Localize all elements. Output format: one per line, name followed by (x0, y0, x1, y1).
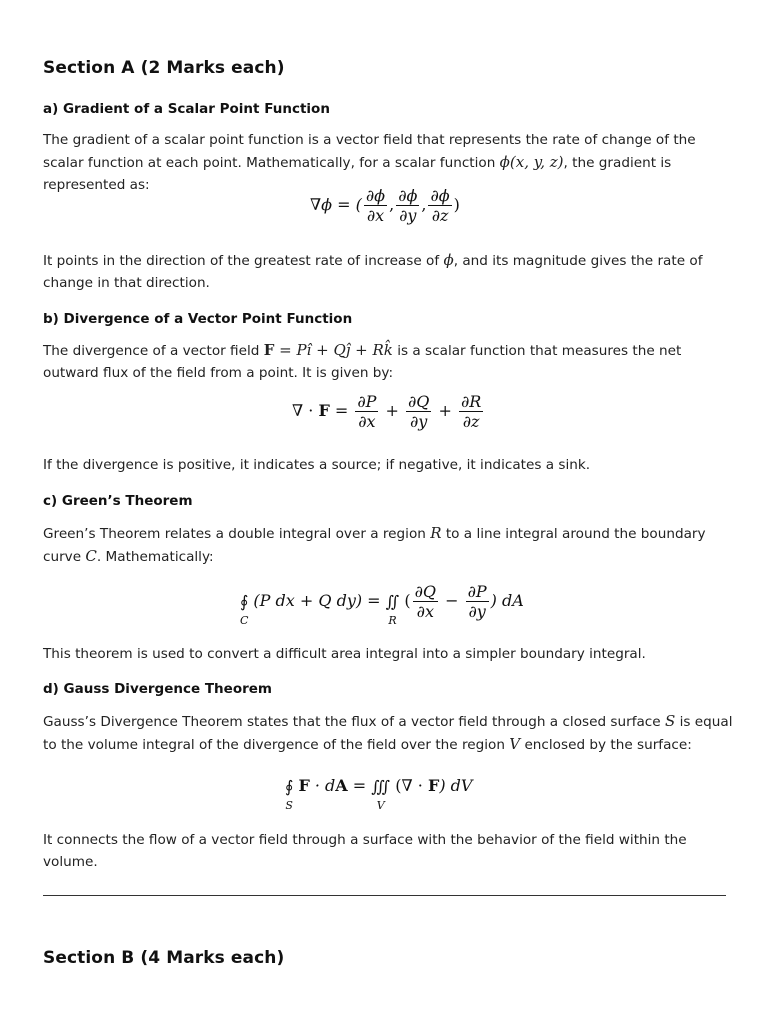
part-d-intro-text-3: enclosed by the surface: (520, 737, 692, 753)
gauss-eq-dot-d: · d (309, 776, 336, 795)
gradient-frac-y (396, 186, 419, 225)
divergence-frac-p (355, 392, 378, 431)
part-b-explanation: If the divergence is positive, it indicates a source; if negative, it indicates a sink. (43, 457, 591, 473)
gradient-equation (310, 186, 460, 225)
part-c-intro-text-3: . Mathematically: (96, 549, 214, 565)
greens-equation (239, 582, 524, 627)
divergence-eq-f: F (318, 401, 330, 420)
gradient-eq-rhs: ) (453, 195, 460, 214)
gauss-eq-f2: F (427, 776, 440, 795)
part-c-intro (43, 522, 733, 568)
greens-eq-lhs: (P dx + Q dy) = (248, 591, 386, 610)
divergence-frac-r-num: ∂R (460, 392, 482, 411)
part-b-intro-text-1: The divergence of a vector field (43, 343, 264, 359)
greens-frac-p-den: ∂y (468, 602, 486, 621)
gradient-frac-x-den: ∂x (366, 206, 385, 225)
greens-minus: − (440, 591, 464, 610)
part-c-intro-text-2: to a line integral around the boundary curve (43, 526, 706, 565)
divergence-plus-1: + (380, 401, 404, 420)
gauss-eq-equals: = (347, 776, 372, 795)
divergence-frac-q-den: ∂y (410, 412, 428, 431)
gradient-sep-1: , (389, 195, 395, 214)
divergence-eq-equals: = (329, 401, 354, 420)
greens-frac-q (413, 582, 438, 621)
gradient-eq-lhs: ∇ϕ = ( (310, 195, 362, 214)
greens-frac-p-num: ∂P (467, 582, 487, 601)
greens-frac-q-num: ∂Q (414, 582, 437, 601)
part-b-heading: b) Divergence of a Vector Point Function (43, 311, 353, 327)
part-c-intro-text-1: Green’s Theorem relates a double integral over a region (43, 526, 431, 542)
greens-close: ) dA (490, 591, 524, 610)
section-divider (43, 895, 726, 896)
part-d-intro-s: S (664, 712, 676, 730)
part-a-after-text-1: It points in the direction of the greatest rate of increase of (43, 253, 444, 269)
part-a-intro-text-2: , the gradient is represented as: (43, 155, 672, 193)
part-a-intro-text-1: The gradient of a scalar point function is a vector field that represents the rate of change of the scalar function at each point. Mathematically, for a scalar function (43, 132, 696, 171)
part-c-intro-c: C (85, 547, 97, 565)
part-c-explanation: This theorem is used to convert a difficult area integral into a simpler boundary integral. (43, 646, 646, 662)
greens-iint-symbol: ∬ (385, 592, 400, 611)
gradient-frac-y-num: ∂ϕ (398, 186, 418, 205)
gradient-frac-z (428, 186, 451, 225)
greens-iint-sub: R (388, 614, 397, 627)
gauss-eq-f: F (298, 776, 310, 795)
part-c-intro-r: R (430, 524, 442, 542)
gradient-sep-2: , (421, 195, 427, 214)
gauss-iiint-sub: V (376, 799, 385, 812)
gauss-oint-symbol: ∮ (285, 777, 294, 796)
gauss-close: ) dV (439, 776, 473, 795)
gradient-frac-x-num: ∂ϕ (365, 186, 386, 205)
part-d-intro-text-2: is equal to the volume integral of the divergence of the field over the region (43, 714, 733, 753)
divergence-equation (292, 392, 485, 431)
part-d-intro-v: V (509, 735, 521, 753)
greens-open-paren: ( (399, 591, 411, 610)
part-a-heading: a) Gradient of a Scalar Point Function (43, 101, 330, 117)
gauss-iiint-symbol: ∭ (371, 777, 391, 796)
part-d-intro-text-1: Gauss’s Divergence Theorem states that the flux of a vector field through a closed surface (43, 714, 665, 730)
part-b-intro-bold-f: F (263, 341, 275, 359)
part-a-intro-math: ϕ(x, y, z) (499, 153, 564, 171)
divergence-frac-q (406, 392, 431, 431)
part-d-intro (43, 710, 733, 756)
gauss-equation (285, 776, 473, 812)
gauss-surface-integral (285, 777, 294, 812)
divergence-frac-q-num: ∂Q (408, 392, 430, 411)
divergence-plus-2: + (433, 401, 457, 420)
part-d-heading: d) Gauss Divergence Theorem (43, 681, 272, 697)
gauss-open-paren: (∇ · (390, 776, 428, 795)
part-a-after-text-2: , and its magnitude gives the rate of change in that direction. (43, 253, 703, 291)
divergence-eq-nabla: ∇ · (292, 401, 319, 420)
section-b-title: Section B (4 Marks each) (43, 948, 285, 968)
greens-double-integral (385, 592, 400, 627)
gradient-frac-z-num: ∂ϕ (430, 186, 450, 205)
gauss-oint-sub: S (285, 799, 293, 812)
greens-oint-symbol: ∮ (240, 592, 249, 611)
gauss-triple-integral (371, 777, 391, 812)
part-b-intro-text-2: is a scalar function that measures the net outward flux of the field from a point. It is given by: (43, 343, 682, 381)
gradient-frac-z-den: ∂z (431, 206, 449, 225)
divergence-frac-r-den: ∂z (462, 412, 480, 431)
part-a-after-math: ϕ (443, 251, 454, 269)
part-b-intro (43, 339, 733, 384)
part-c-heading: c) Green’s Theorem (43, 493, 193, 509)
gauss-eq-a: A (335, 776, 348, 795)
divergence-frac-p-den: ∂x (358, 412, 376, 431)
gradient-frac-x (364, 186, 387, 225)
part-a-explanation (43, 249, 733, 294)
part-d-explanation: It connects the flow of a vector field through a surface with the behavior of the field within the volume. (43, 832, 687, 870)
greens-contour-integral (239, 592, 249, 627)
greens-oint-sub: C (239, 614, 249, 627)
divergence-frac-r (459, 392, 483, 431)
section-a-title: Section A (2 Marks each) (43, 58, 285, 78)
part-b-intro-math: = Pî + Qĵ + Rk̂ (274, 341, 393, 359)
divergence-frac-p-num: ∂P (357, 392, 377, 411)
greens-frac-q-den: ∂x (416, 602, 434, 621)
greens-frac-p (466, 582, 489, 621)
gradient-frac-y-den: ∂y (399, 206, 417, 225)
